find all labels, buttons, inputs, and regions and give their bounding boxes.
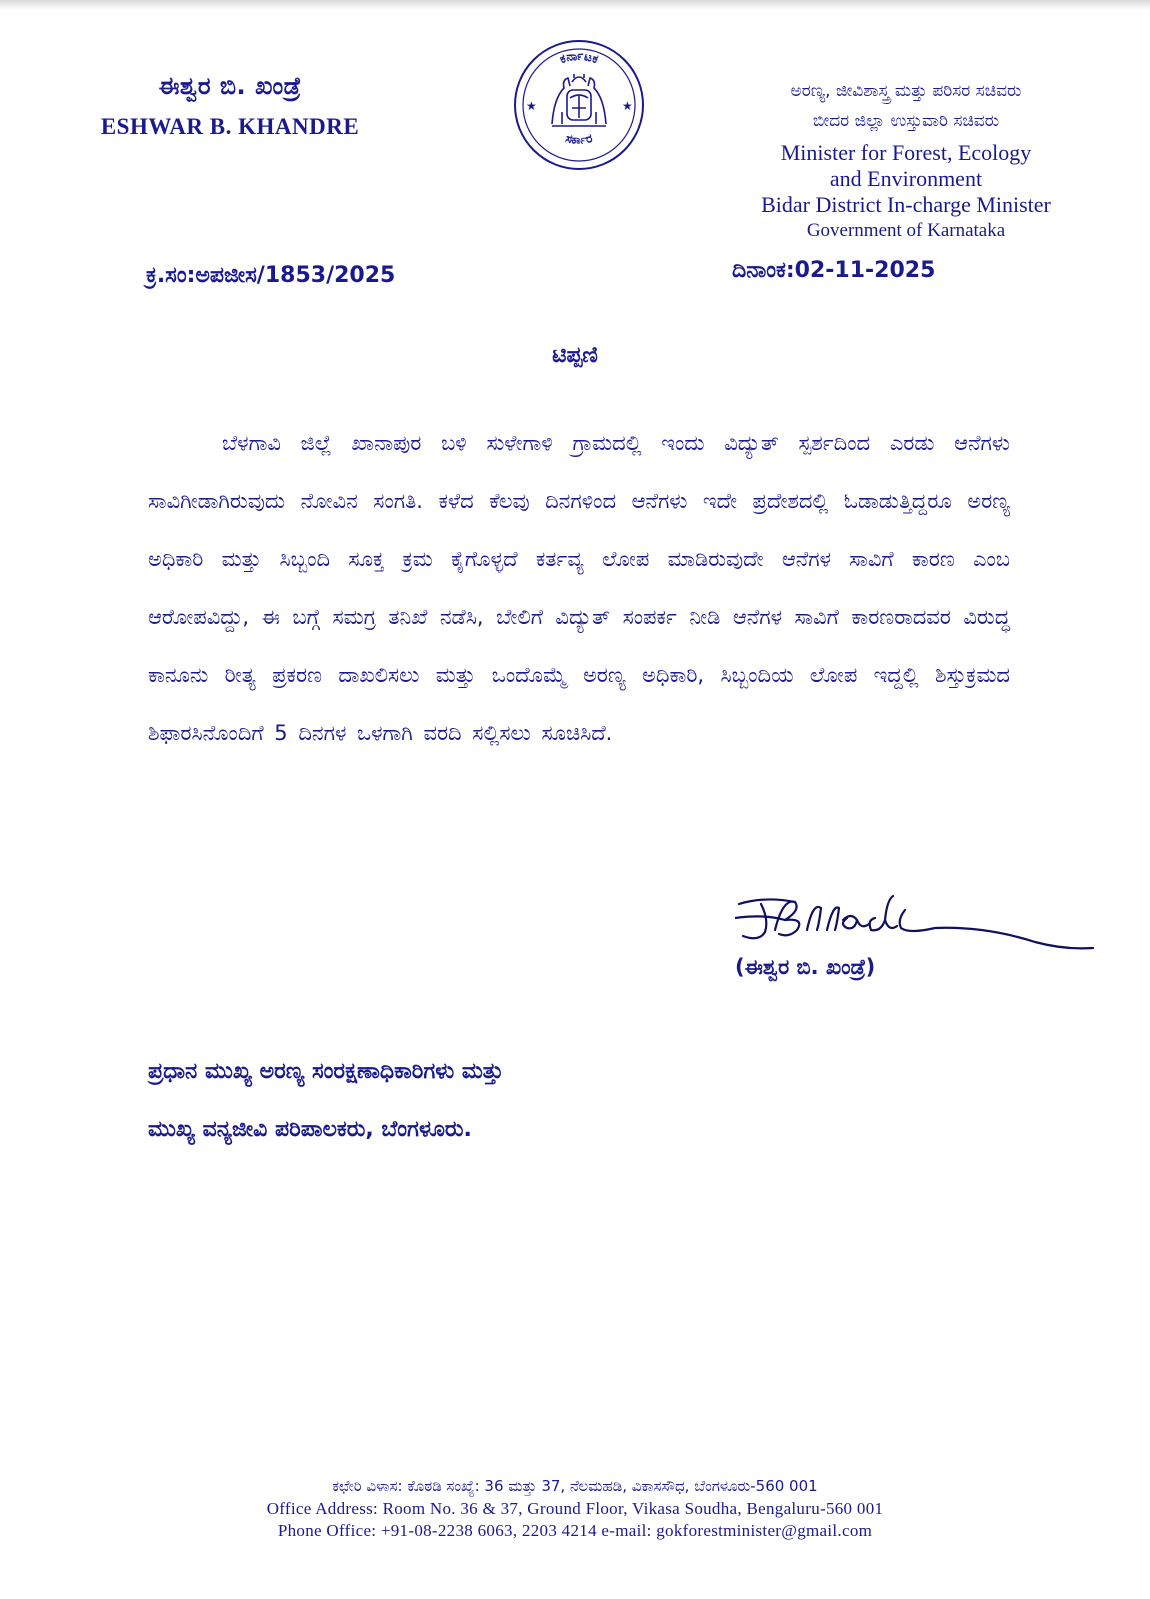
- title-kannada-line-2: ಬೀದರ ಜಿಲ್ಲಾ ಉಸ್ತುವಾರಿ ಸಚಿವರು: [812, 111, 1000, 131]
- reference-number: ಕ್ರ.ಸಂ:ಅಪಜೀಸ/1853/2025: [146, 263, 396, 288]
- seal-bottom-text: ಸರ್ಕಾರ: [564, 130, 594, 147]
- minister-name-kannada: ಈಶ್ವರ ಬಿ. ಖಂಡ್ರೆ: [158, 72, 302, 100]
- title-english-line-4: Government of Karnataka: [806, 220, 1006, 241]
- minister-name-block: [70, 72, 390, 140]
- recipient-line-2: ಮುಖ್ಯ ವನ್ಯಜೀವಿ ಪರಿಪಾಲಕರು, ಬೆಂಗಳೂರು.: [148, 1117, 472, 1142]
- recipient-line-1: ಪ್ರಧಾನ ಮುಖ್ಯ ಅರಣ್ಯ ಸಂರಕ್ಷಣಾಧಿಕಾರಿಗಳು ಮತ್ತು: [148, 1059, 504, 1084]
- scan-edge-shade: [0, 0, 1150, 10]
- title-kannada-line-1: ಅರಣ್ಯ, ಜೀವಿಶಾಸ್ತ್ರ ಮತ್ತು ಪರಿಸರ ಸಚಿವರು: [790, 81, 1022, 101]
- note-body: ಬೆಳಗಾವಿ ಜಿಲ್ಲೆ ಖಾನಾಪುರ ಬಳಿ ಸುಳೇಗಾಳಿ ಗ್ರಾಮದಲ್ಲಿ ಇಂದು ವಿದ್ಯುತ್ ಸ್ಪರ್ಶದಿಂದ ಎರಡು ಆನೆಗಳು ಸಾವಿಗೀಡಾಗಿರುವುದು ನೋವಿನ ಸಂಗತಿ. ಕಳೆದ ಕೆಲವು ದಿನಗಳಿಂದ ಆನೆಗಳು ಇದೇ ಪ್ರದೇಶದಲ್ಲಿ ಓಡಾಡುತ್ತಿದ್ದರೂ ಅರಣ್ಯ ಅಧಿಕಾರಿ ಮತ್ತು ಸಿಬ್ಬಂದಿ ಸೂಕ್ತ ಕ್ರಮ ಕೈಗೊಳ್ಳದೆ ಕರ್ತವ್ಯ ಲೋಪ ಮಾಡಿರುವುದೇ ಆನೆಗಳ ಸಾವಿಗೆ ಕಾರಣ ಎಂಬ ಆರೋಪವಿದ್ದು, ಈ ಬಗ್ಗೆ ಸಮಗ್ರ ತನಿಖೆ ನಡೆಸಿ, ಬೇಲಿಗೆ ವಿದ್ಯುತ್ ಸಂಪರ್ಕ ನೀಡಿ ಆನೆಗಳ ಸಾವಿಗೆ ಕಾರಣರಾದವರ ವಿರುದ್ಧ ಕಾನೂನು ರೀತ್ಯ ಪ್ರಕರಣ ದಾಖಲಿಸಲು ಮತ್ತು ಒಂದೊಮ್ಮೆ ಅರಣ್ಯ ಅಧಿಕಾರಿ, ಸಿಬ್ಬಂದಿಯ ಲೋಪ ಇದ್ದಲ್ಲಿ ಶಿಸ್ತುಕ್ರಮದ ಶಿಫಾರಸಿನೊಂದಿಗೆ 5 ದಿನಗಳ ಒಳಗಾಗಿ ವರದಿ ಸಲ್ಲಿಸಲು ಸೂಚಿಸಿದೆ.: [148, 431, 1010, 745]
- note-heading: ಟಿಪ್ಪಣಿ: [552, 343, 598, 368]
- footer-address-kannada: ಕಛೇರಿ ವಿಳಾಸ: ಕೊಠಡಿ ಸಂಖ್ಯೆ: 36 ಮತ್ತು 37, ನೆಲಮಹಡಿ, ವಿಕಾಸಸೌಧ, ಬೆಂಗಳೂರು-560 001: [332, 1477, 818, 1495]
- svg-text:ಸರ್ಕಾರ: [564, 131, 594, 147]
- minister-title-block: [716, 76, 1096, 244]
- svg-text:★: ★: [526, 99, 537, 113]
- signatory-name: (ಈಶ್ವರ ಬಿ. ಖಂಡ್ರೆ): [735, 955, 876, 979]
- svg-text:★: ★: [622, 99, 633, 113]
- emblem-icon: [552, 74, 606, 126]
- title-english-line-3: Bidar District In-charge Minister: [761, 192, 1051, 217]
- office-footer: [0, 1474, 1150, 1542]
- title-english-line-2: and Environment: [829, 166, 983, 191]
- karnataka-emblem-seal: [512, 38, 646, 172]
- seal-top-text: ಕರ್ನಾಟಕ: [557, 48, 601, 67]
- footer-address-english: Office Address: Room No. 36 & 37, Ground Floor, Vikasa Soudha, Bengaluru-560 001: [266, 1499, 884, 1518]
- footer-phone-email: Phone Office: +91-08-2238 6063, 2203 4214 e-mail: gokforestminister@gmail.com: [277, 1521, 873, 1540]
- title-english-line-1: Minister for Forest, Ecology: [780, 140, 1032, 165]
- recipient-block: [148, 1043, 503, 1159]
- letter-date: ದಿನಾಂಕ:02-11-2025: [732, 258, 936, 283]
- minister-name-english: ESHWAR B. KHANDRE: [100, 114, 360, 139]
